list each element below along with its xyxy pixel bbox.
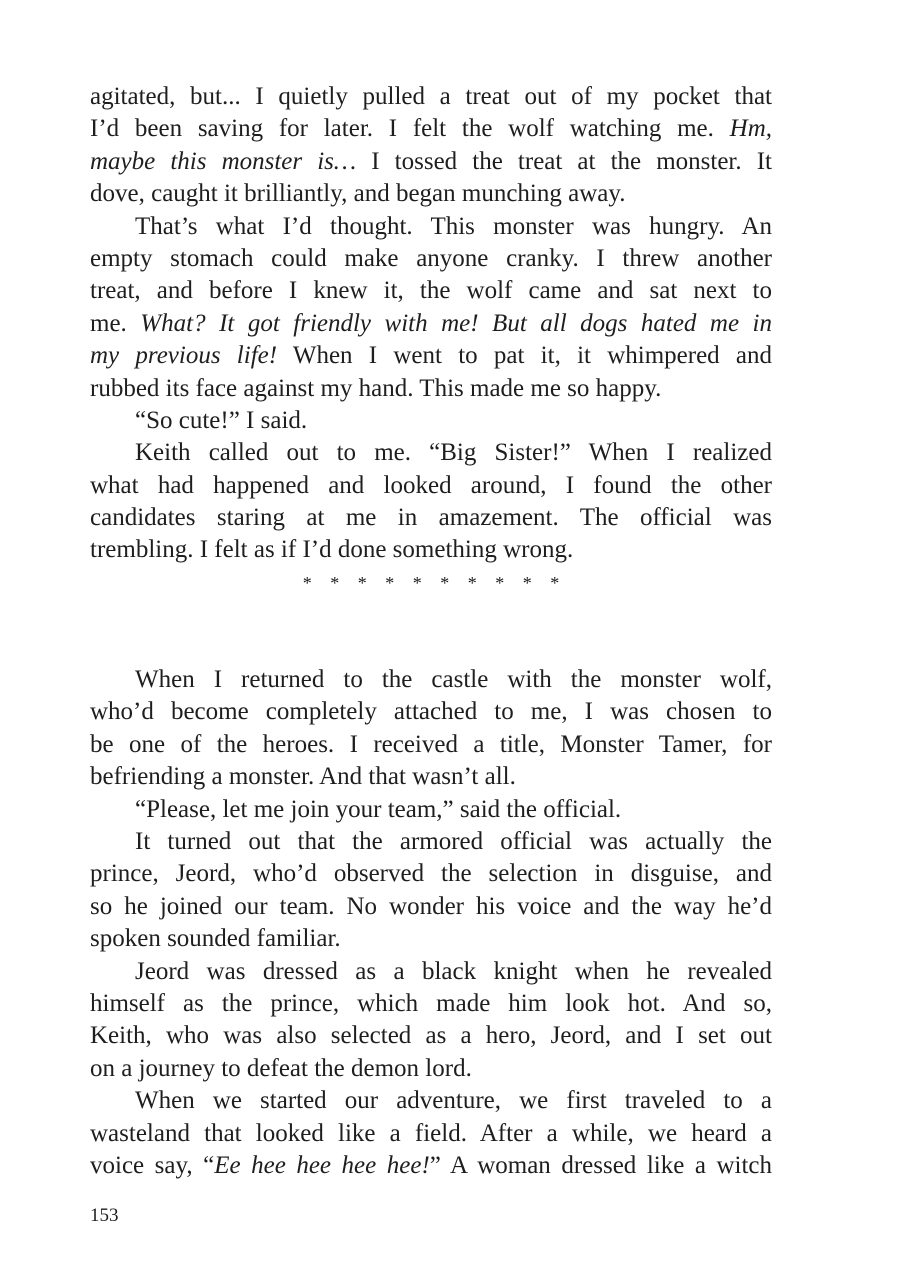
text-segment: prince, Jeord, who’d observed the selection in disguise, and: [90, 860, 772, 888]
text-segment: so he joined our team. No wonder his voice and the way he’d: [90, 892, 772, 920]
text-line: [90, 891, 772, 923]
text-line: [90, 113, 772, 145]
text-segment: treat, and before I knew it, the wolf came and sat next to: [90, 277, 772, 305]
text-line: [90, 243, 772, 275]
text-line: [90, 437, 772, 469]
text-segment: That’s what I’d thought. This monster was hungry. An: [135, 212, 772, 240]
text-line: [90, 275, 772, 307]
text-segment: I tossed the treat at the monster. It: [356, 147, 772, 175]
text-segment: wasteland that looked like a field. After a while, we heard a: [90, 1119, 772, 1147]
text-segment: “So cute!” I said.: [135, 406, 308, 434]
section-break: [90, 567, 772, 599]
text-segment: spoken sounded familiar.: [90, 925, 341, 953]
text-segment: trembling. I felt as if I’d done something wrong.: [90, 536, 574, 564]
text-line: [90, 178, 772, 210]
text-line: [90, 146, 772, 178]
text-segment: When I went to pat it, it whimpered and: [277, 342, 772, 370]
text-line: [90, 405, 772, 437]
text-segment: rubbed its face against my hand. This made me so happy.: [90, 374, 662, 402]
italic-text: maybe this monster is…: [90, 147, 357, 175]
text-line: [90, 956, 772, 988]
text-segment: himself as the prince, which made him look hot. And so,: [90, 989, 772, 1017]
text-line: [90, 696, 772, 728]
text-line: [90, 923, 772, 955]
text-segment: When I returned to the castle with the monster wolf,: [135, 666, 772, 694]
text-line: [90, 340, 772, 372]
italic-text: Hm,: [729, 115, 772, 143]
text-line: [90, 1053, 772, 1085]
text-segment: be one of the heroes. I received a title, Monster Tamer, for: [90, 730, 772, 758]
text-line: [90, 794, 772, 826]
text-line: [90, 211, 772, 243]
text-line: [90, 1085, 772, 1117]
text-segment: Keith called out to me. “Big Sister!” When I realized: [135, 439, 772, 467]
text-line: [90, 308, 772, 340]
text-line: [90, 1150, 772, 1182]
text-line: [90, 826, 772, 858]
text-segment: candidates staring at me in amazement. The official was: [90, 504, 772, 532]
blank-line: [90, 632, 772, 664]
text-segment: what had happened and looked around, I found the other: [90, 471, 772, 499]
text-line: [90, 1020, 772, 1052]
text-line: [90, 373, 772, 405]
italic-text: my previous life!: [90, 342, 278, 370]
text-line: [90, 470, 772, 502]
text-segment: When we started our adventure, we first traveled to a: [135, 1087, 772, 1115]
text-line: [90, 761, 772, 793]
text-line: [90, 729, 772, 761]
text-line: [90, 1118, 772, 1150]
text-segment: * * * * * * * * * *: [302, 572, 560, 593]
text-segment: “Please, let me join your team,” said the official.: [135, 795, 622, 823]
text-segment: me.: [90, 309, 141, 337]
page-body-text: [90, 81, 772, 1182]
blank-line: [90, 599, 772, 631]
text-segment: voice say, “: [90, 1151, 215, 1179]
text-segment: Jeord was dressed as a black knight when he revealed: [135, 957, 772, 985]
text-line: [90, 664, 772, 696]
text-segment: Keith, who was also selected as a hero, Jeord, and I set out: [90, 1022, 772, 1050]
text-segment: dove, caught it brilliantly, and began munching away.: [90, 180, 626, 208]
text-segment: It turned out that the armored official was actually the: [135, 827, 772, 855]
text-segment: I’d been saving for later. I felt the wolf watching me.: [90, 115, 730, 143]
italic-text: What? It got friendly with me! But all dogs hated me in: [140, 309, 772, 337]
text-segment: agitated, but... I quietly pulled a treat out of my pocket that: [90, 83, 772, 110]
text-line: [90, 81, 772, 113]
text-segment: ” A woman dressed like a witch: [429, 1151, 772, 1179]
text-line: [90, 534, 772, 566]
text-segment: befriending a monster. And that wasn’t all.: [90, 763, 516, 791]
text-segment: who’d become completely attached to me, I was chosen to: [90, 698, 772, 726]
text-segment: on a journey to defeat the demon lord.: [90, 1054, 472, 1082]
page-number: 153: [90, 1205, 119, 1226]
text-line: [90, 502, 772, 534]
text-line: [90, 858, 772, 890]
italic-text: Ee hee hee hee hee!: [214, 1151, 430, 1179]
text-line: [90, 988, 772, 1020]
text-segment: empty stomach could make anyone cranky. I threw another: [90, 244, 772, 272]
